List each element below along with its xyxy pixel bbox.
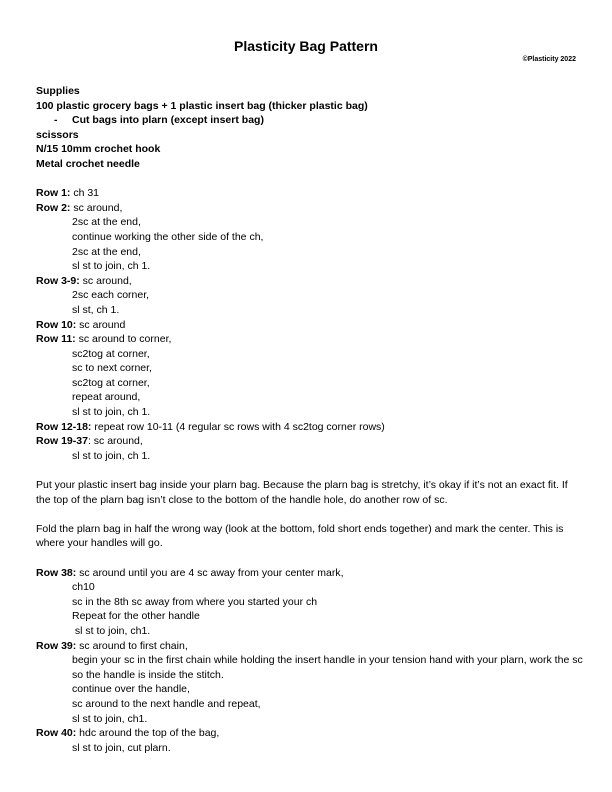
row-label: Row 2:	[36, 201, 71, 214]
row-text: sc around to corner,	[75, 333, 172, 346]
row-instruction	[36, 186, 584, 201]
row-step: 2sc each corner,	[72, 289, 150, 302]
bullet-dash: -	[54, 114, 58, 127]
row-step: sc to next corner,	[72, 362, 152, 375]
row-text: sc around,	[70, 201, 123, 214]
supply-item: 100 plastic grocery bags + 1 plastic insert bag (thicker plastic bag)	[36, 99, 368, 112]
copyright-notice: ©Plasticity 2022	[522, 56, 576, 63]
row-step: repeat around,	[72, 391, 141, 404]
row-text: ch 31	[70, 187, 100, 200]
row-label: Row 3-9:	[36, 274, 80, 287]
fold-instructions: Fold the plarn bag in half the wrong way (look at the bottom, fold short ends together) and mark the center. This is where your handles will go.	[36, 522, 564, 550]
row-label: Row 12-18:	[36, 420, 92, 433]
row-step: sc2tog at corner,	[72, 347, 150, 360]
supply-item: N/15 10mm crochet hook	[36, 143, 161, 156]
row-instruction	[36, 332, 584, 347]
supply-bullet-text: Cut bags into plarn (except insert bag)	[72, 114, 264, 127]
row-instruction	[36, 201, 584, 216]
pattern-body	[36, 84, 584, 755]
row-text: : sc around,	[87, 435, 143, 448]
row-text: hdc around the top of the bag,	[76, 727, 220, 740]
row-step: begin your sc in the first chain while holding the insert handle in your tension hand with your plarn, work the sc so the handle is inside the stitch.	[72, 654, 583, 681]
row-step: Repeat for the other handle	[72, 610, 200, 623]
row-step: sl st to join, ch 1.	[72, 406, 151, 419]
supplies-heading: Supplies	[36, 85, 80, 97]
supply-item: Metal crochet needle	[36, 157, 140, 170]
row-text: repeat row 10-11 (4 regular sc rows with 4 sc2tog corner rows)	[91, 420, 385, 433]
row-step: continue working the other side of the ch,	[72, 230, 264, 243]
row-text: sc around to first chain,	[76, 639, 188, 652]
row-step: 2sc at the end,	[72, 216, 141, 229]
insert-instructions: Put your plastic insert bag inside your plarn bag. Because the plarn bag is stretchy, it’s okay if it’s not an exact fit. If the top of the plarn bag isn’t close to the bottom of the handle hole, do another row of sc.	[36, 479, 568, 506]
supply-item: scissors	[36, 128, 79, 141]
row-label: Row 19-37	[36, 435, 88, 448]
row-step: continue over the handle,	[72, 683, 190, 696]
row-label: Row 10:	[36, 318, 77, 331]
row-step: sl st, ch 1.	[72, 303, 120, 316]
row-instruction	[36, 420, 584, 435]
row-label: Row 40:	[36, 727, 77, 740]
row-text: sc around,	[79, 274, 132, 287]
supply-bullet	[36, 113, 584, 128]
row-step: 2sc at the end,	[72, 245, 141, 258]
row-instruction	[36, 434, 584, 449]
row-instruction	[36, 639, 584, 654]
row-label: Row 39:	[36, 639, 77, 652]
row-step: sc in the 8th sc away from where you started your ch	[72, 595, 318, 608]
row-label: Row 38:	[36, 566, 77, 579]
row-step: ch10	[72, 581, 95, 594]
row-instruction	[36, 726, 584, 741]
row-text: sc around until you are 4 sc away from your center mark,	[76, 566, 344, 579]
row-text: sc around	[76, 318, 126, 331]
row-step: sc2tog at corner,	[72, 376, 150, 389]
row-instruction	[36, 566, 584, 581]
row-step: sl st to join, cut plarn.	[72, 741, 171, 754]
row-label: Row 11:	[36, 333, 76, 346]
page-title: Plasticity Bag Pattern	[234, 38, 378, 54]
row-step: sl st to join, ch 1.	[72, 260, 151, 273]
row-instruction	[36, 274, 584, 289]
row-label: Row 1:	[36, 187, 71, 200]
row-step: sc around to the next handle and repeat,	[72, 697, 261, 710]
row-step: sl st to join, ch 1.	[72, 449, 151, 462]
row-step: sl st to join, ch1.	[72, 712, 148, 725]
row-step: sl st to join, ch1.	[72, 624, 151, 637]
row-instruction	[36, 318, 584, 333]
